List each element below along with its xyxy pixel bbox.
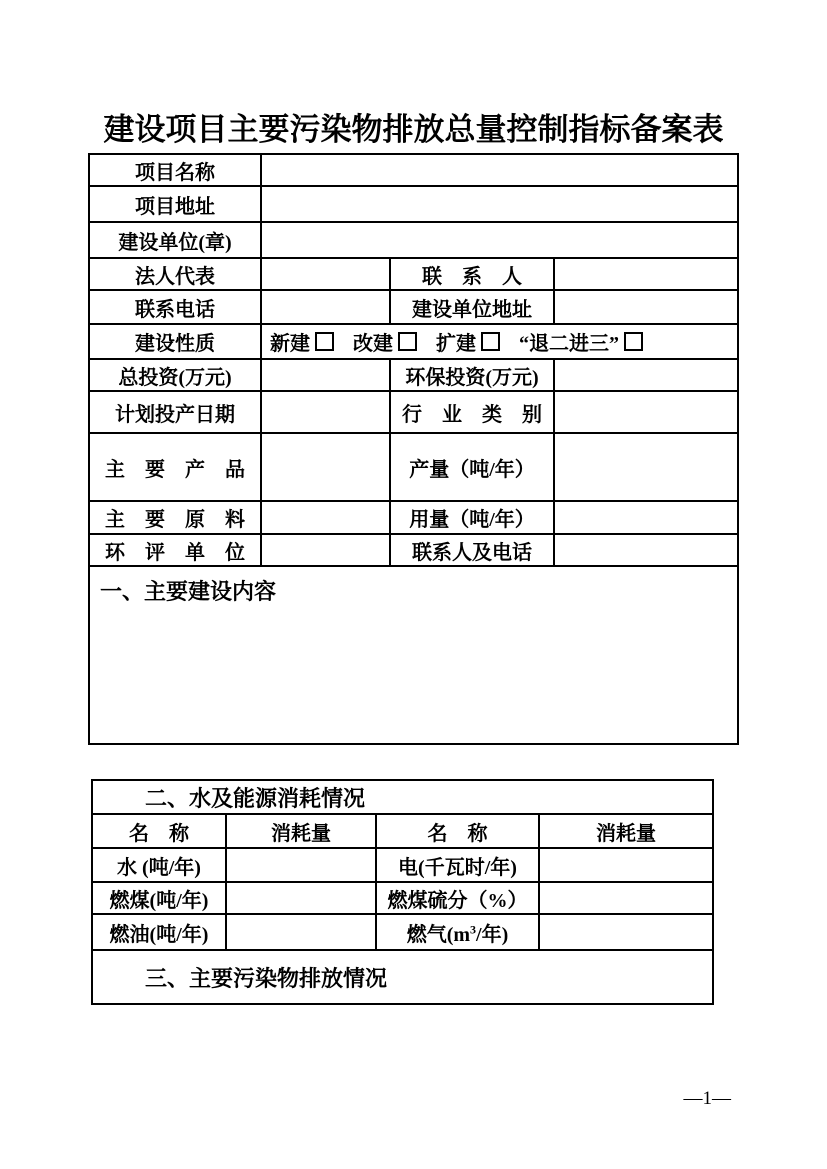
water-label: 水 (吨/年) xyxy=(92,848,226,882)
checkbox-new xyxy=(315,332,334,351)
checkbox-expand xyxy=(481,332,500,351)
col-header-name-2: 名 称 xyxy=(376,814,539,848)
water-value-cell xyxy=(226,848,376,882)
col-header-name-1: 名 称 xyxy=(92,814,226,848)
checkbox-退二进三 xyxy=(624,332,643,351)
usage-value-cell xyxy=(554,501,738,534)
coal-label: 燃煤(吨/年) xyxy=(92,882,226,914)
table-row xyxy=(92,848,713,882)
industry-value-cell xyxy=(554,391,738,433)
section3-title: 三、主要污染物排放情况 xyxy=(92,950,713,1004)
fuel-oil-label: 燃油(吨/年) xyxy=(92,914,226,950)
project-info-table xyxy=(88,153,739,745)
output-value-cell xyxy=(554,433,738,501)
nature-option-退二进三-label: “退二进三” xyxy=(519,333,619,355)
table-row xyxy=(92,882,713,914)
contact-person-label: 联 系 人 xyxy=(390,258,554,290)
eia-unit-value-cell xyxy=(261,534,390,566)
legal-rep-label: 法人代表 xyxy=(89,258,261,290)
electricity-value-cell xyxy=(539,848,713,882)
planned-date-value-cell xyxy=(261,391,390,433)
legal-rep-value-cell xyxy=(261,258,390,290)
coal-sulfur-value-cell xyxy=(539,882,713,914)
usage-label: 用量（吨/年） xyxy=(390,501,554,534)
fuel-oil-value-cell xyxy=(226,914,376,950)
gas-label-prefix: 燃气(m xyxy=(406,923,471,946)
nature-option-new-label: 新建 xyxy=(270,333,310,355)
construction-unit-label: 建设单位(章) xyxy=(89,222,261,258)
eia-contact-value-cell xyxy=(554,534,738,566)
page-number: —1— xyxy=(683,1088,731,1109)
unit-address-label: 建设单位地址 xyxy=(390,290,554,324)
contact-phone-value-cell xyxy=(261,290,390,324)
gas-value-cell xyxy=(539,914,713,950)
eia-contact-label: 联系人及电话 xyxy=(390,534,554,566)
coal-sulfur-label: 燃煤硫分（%） xyxy=(376,882,539,914)
checkbox-rebuild xyxy=(398,332,417,351)
col-header-amount-2: 消耗量 xyxy=(539,814,713,848)
main-products-label: 主 要 产 品 xyxy=(89,433,261,501)
eia-unit-label: 环 评 单 位 xyxy=(89,534,261,566)
env-investment-label: 环保投资(万元) xyxy=(390,359,554,391)
construction-unit-value-cell xyxy=(261,222,738,258)
nature-option-退二进三 xyxy=(519,327,643,356)
main-products-value-cell xyxy=(261,433,390,501)
section2-title: 二、水及能源消耗情况 xyxy=(92,780,713,814)
output-label: 产量（吨/年） xyxy=(390,433,554,501)
project-address-label: 项目地址 xyxy=(89,186,261,222)
total-investment-label: 总投资(万元) xyxy=(89,359,261,391)
col-header-amount-1: 消耗量 xyxy=(226,814,376,848)
page-title: 建设项目主要污染物排放总量控制指标备案表 xyxy=(103,112,724,147)
nature-option-rebuild-label: 改建 xyxy=(353,333,393,355)
consumption-table xyxy=(91,779,714,1005)
main-materials-label: 主 要 原 料 xyxy=(89,501,261,534)
nature-option-expand-label: 扩建 xyxy=(436,333,476,355)
gas-label xyxy=(376,914,539,950)
construction-nature-options xyxy=(261,324,738,359)
section1-main-construction-content: 一、主要建设内容 xyxy=(89,566,738,744)
main-materials-value-cell xyxy=(261,501,390,534)
gas-label-sup: 3 xyxy=(470,921,477,936)
env-investment-value-cell xyxy=(554,359,738,391)
nature-option-new xyxy=(270,327,334,356)
total-investment-value-cell xyxy=(261,359,390,391)
gas-label-suffix: /年) xyxy=(476,923,509,946)
electricity-label: 电(千瓦时/年) xyxy=(376,848,539,882)
coal-value-cell xyxy=(226,882,376,914)
project-address-value-cell xyxy=(261,186,738,222)
construction-nature-label: 建设性质 xyxy=(89,324,261,359)
nature-option-rebuild xyxy=(353,327,417,356)
planned-date-label: 计划投产日期 xyxy=(89,391,261,433)
project-name-label: 项目名称 xyxy=(89,154,261,186)
project-name-value-cell xyxy=(261,154,738,186)
contact-person-value-cell xyxy=(554,258,738,290)
contact-phone-label: 联系电话 xyxy=(89,290,261,324)
table-row xyxy=(92,914,713,950)
industry-label: 行 业 类 别 xyxy=(390,391,554,433)
unit-address-value-cell xyxy=(554,290,738,324)
nature-option-expand xyxy=(436,327,500,356)
